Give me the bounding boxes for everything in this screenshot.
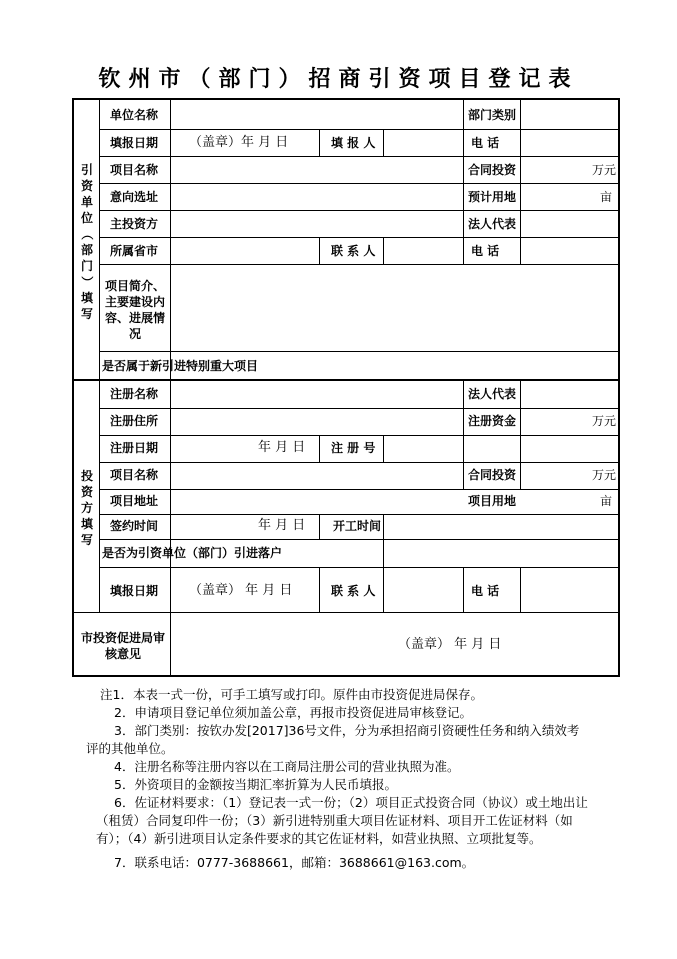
contact2-label: 联 系 人 <box>331 584 376 598</box>
note-3: 3．部门类别：按钦办发[2017]36号文件，分为承担招商引资硬性任务和纳入绩效考 <box>114 723 580 738</box>
legal-rep-label: 法人代表 <box>468 217 517 231</box>
note-2: 2．申请项目登记单位须加盖公章，再报市投资促进局审核登记。 <box>114 705 472 720</box>
note-6: 6．佐证材料要求：（1）登记表一式一份；（2）项目正式投资合同（协议）或土地出让 <box>114 795 588 810</box>
review-label: 市投资促进局审核意见 <box>80 631 165 661</box>
legal-rep2-label: 法人代表 <box>468 387 517 401</box>
note-3b: 评的其他单位。 <box>86 741 174 756</box>
note-1: 注1．本表一式一份，可手工填写或打印。原件由市投资促进局保存。 <box>100 687 483 702</box>
note-5: 5．外资项目的金额按当期汇率折算为人民币填报。 <box>114 777 397 792</box>
side-divider <box>99 100 100 612</box>
phone3-label: 电 话 <box>471 584 500 598</box>
sign-time-label: 签约时间 <box>110 519 159 533</box>
filler-label: 填 报 人 <box>331 136 376 150</box>
fill-date-label: 填报日期 <box>110 136 159 150</box>
reg-address-label: 注册住所 <box>110 414 159 428</box>
province-city-label: 所属省市 <box>110 244 159 258</box>
is-settled-label: 是否为引资单位（部门）引进落户 <box>102 546 283 560</box>
note-7: 7．联系电话：0777-3688661，邮箱：3688661@163.com。 <box>114 855 475 870</box>
phone-label: 电 话 <box>471 136 500 150</box>
note-4: 4．注册名称等注册内容以在工商局注册公司的营业执照为准。 <box>114 759 460 774</box>
note-6c: 有）；（4）新引进项目认定条件要求的其它佐证材料，如营业执照、立项批复等。 <box>96 831 542 846</box>
project-address-label: 项目地址 <box>110 494 159 508</box>
contract-invest-label: 合同投资 <box>468 163 517 177</box>
dept-type-label: 部门类别 <box>468 108 517 122</box>
reg-capital-label: 注册资金 <box>468 414 517 428</box>
reg-name-label: 注册名称 <box>110 387 159 401</box>
registration-form <box>72 98 620 677</box>
label-divider <box>170 100 171 677</box>
notes <box>86 686 620 872</box>
page-title: 钦州市（部门）招商引资项目登记表 <box>98 67 579 92</box>
contact-label: 联 系 人 <box>331 244 376 258</box>
fill-date2-value[interactable]: （盖章） 年 月 日 <box>189 583 293 598</box>
dept-type-field[interactable] <box>522 108 618 122</box>
is-major-project-label: 是否属于新引进特别重大项目 <box>102 359 259 373</box>
unit-wan: 万元 <box>592 163 617 177</box>
project-name-label: 项目名称 <box>110 163 159 177</box>
contract-invest2-label: 合同投资 <box>468 468 517 482</box>
reg-date-value[interactable]: 年 月 日 <box>258 440 306 455</box>
unit-wan2: 万元 <box>592 414 617 428</box>
start-time-label: 开工时间 <box>333 519 382 533</box>
unit-mu2: 亩 <box>600 494 613 508</box>
project-intro-label: 项目简介、主要建设内容、进展情况 <box>104 279 165 341</box>
phone2-label: 电 话 <box>471 244 500 258</box>
reg-date-label: 注册日期 <box>110 441 159 455</box>
section1-side-label: 引 资 单 位 （ 部 门 ） 填 写 <box>79 163 94 321</box>
fill-date2-label: 填报日期 <box>110 584 159 598</box>
unit-wan3: 万元 <box>592 468 617 482</box>
unit-name-label: 单位名称 <box>110 108 159 122</box>
review-stamp: （盖章） 年 月 日 <box>398 637 502 652</box>
section2-side-label: 投 资 方 填 写 <box>80 469 93 547</box>
project-land-label: 项目用地 <box>468 494 517 508</box>
planned-land-label: 预计用地 <box>468 190 517 204</box>
reg-no-label: 注 册 号 <box>331 441 376 455</box>
main-investor-label: 主投资方 <box>110 217 159 231</box>
project-name2-label: 项目名称 <box>110 468 159 482</box>
note-6b: （租赁）合同复印件一份；（3）新引进特别重大项目佐证材料、项目开工佐证材料（如 <box>96 813 573 828</box>
unit-mu: 亩 <box>600 190 613 204</box>
fill-date-value[interactable]: （盖章）年 月 日 <box>189 135 289 150</box>
sign-date-value[interactable]: 年 月 日 <box>258 518 306 533</box>
intended-site-label: 意向选址 <box>110 190 159 204</box>
